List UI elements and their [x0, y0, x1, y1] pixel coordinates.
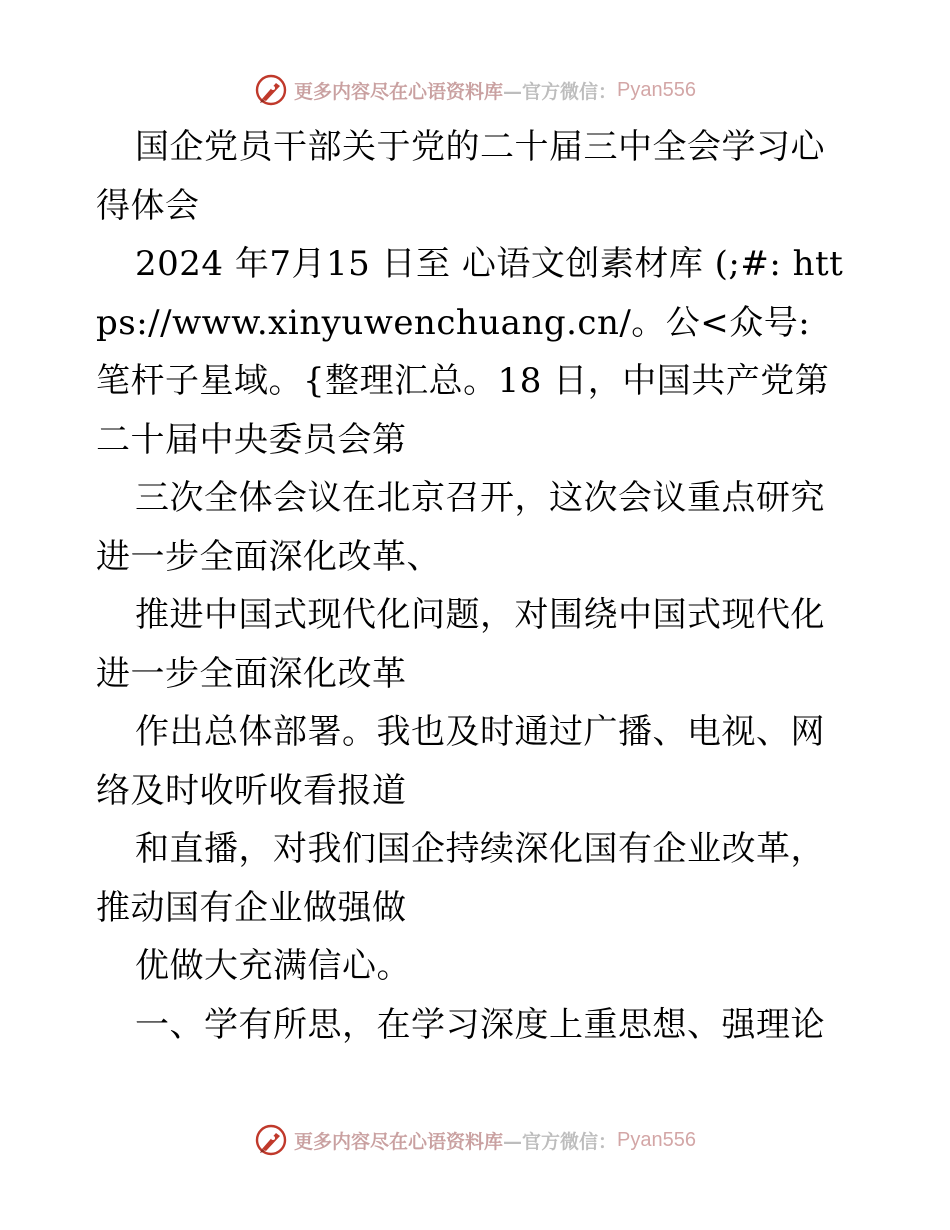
watermark-wechat-id: Pyan556 — [617, 1128, 696, 1151]
paragraph-3: 推进中国式现代化问题，对围绕中国式现代化进一步全面深化改革 — [96, 595, 825, 694]
watermark-main-text: 更多内容尽在心语资料库 — [294, 80, 504, 103]
pen-logo-icon — [254, 73, 288, 107]
document-body — [96, 118, 856, 1054]
paragraph-6: 优做大充满信心。 — [135, 946, 411, 986]
watermark-separator-text: —官方微信： — [503, 1130, 618, 1153]
paragraph-5: 和直播，对我们国企持续深化国有企业改革，推动国有企业做强做 — [96, 829, 825, 928]
watermark-wechat-id: Pyan556 — [617, 78, 696, 101]
footer-watermark — [0, 1120, 950, 1160]
section-heading-1: 一、学有所思，在学习深度上重思想、强理论 — [135, 1004, 825, 1045]
watermark-main-text: 更多内容尽在心语资料库 — [294, 1130, 504, 1153]
header-watermark — [0, 70, 950, 110]
pen-logo-icon — [254, 1123, 288, 1157]
paragraph-4: 作出总体部署。我也及时通过广播、电视、网络及时收听收看报道 — [96, 712, 825, 811]
watermark-separator-text: —官方微信： — [503, 80, 618, 103]
document-title: 国企党员干部关于党的二十届三中全会学习心得体会 — [96, 127, 825, 226]
paragraph-2: 三次全体会议在北京召开，这次会议重点研究进一步全面深化改革、 — [96, 478, 825, 577]
paragraph-1: 2024 年7月15 日至 心语文创素材库 (;#: https://www.xinyuwenchuang.cn/。公<众号: 笔杆子星域。{整理汇总。18 日，中国共产党第二十届中央委员会第 — [96, 244, 844, 460]
